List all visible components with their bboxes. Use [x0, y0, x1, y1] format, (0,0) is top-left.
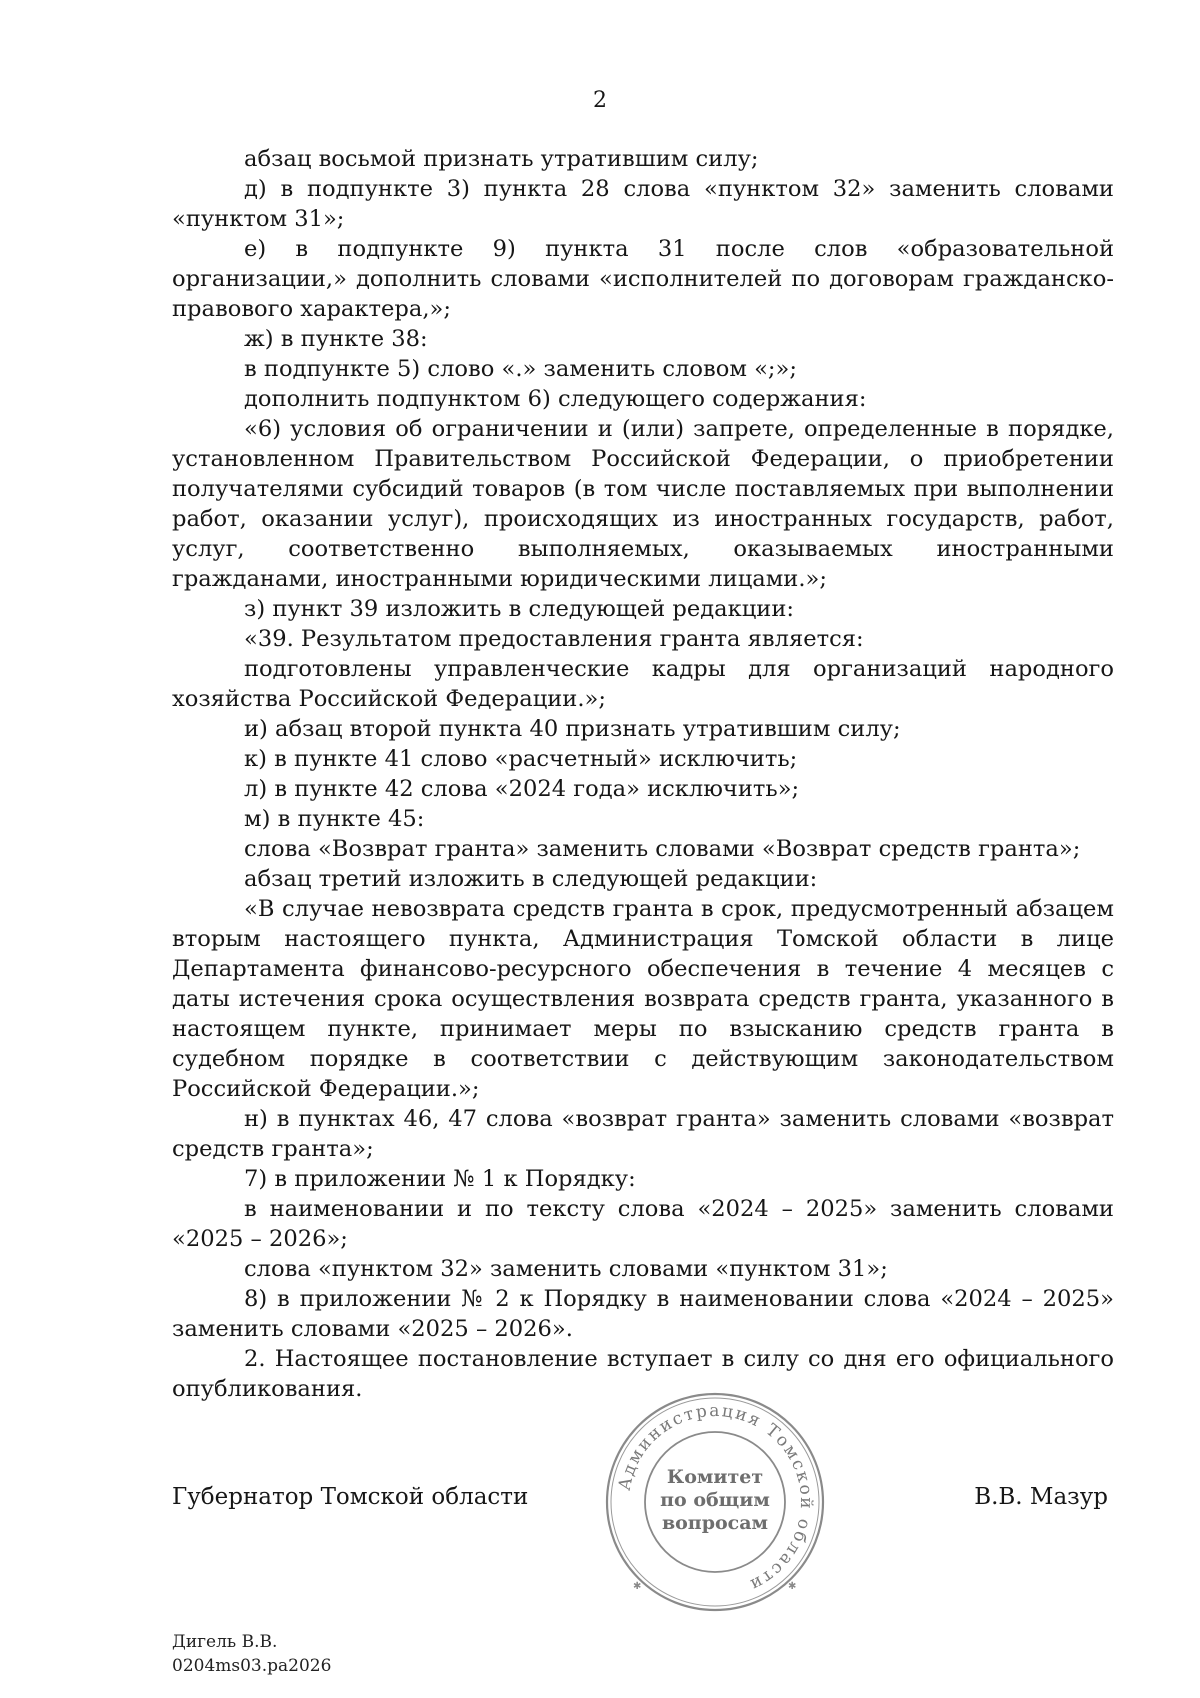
svg-text:✱: ✱	[633, 1581, 642, 1592]
paragraph: «6) условия об ограничении и (или) запрете, определенные в порядке, установленном Правительством Российской Федерации, о приобретении получателями субсидий товаров (в том числе поставляемых при выполнении работ, оказании услуг), происходящих из иностранных государств, работ, услуг, соответственно выполняемых, оказываемых иностранными гражданами, иностранными юридическими лицами.»;	[172, 416, 1114, 592]
paragraph: 7) в приложении № 1 к Порядку:	[244, 1166, 636, 1192]
executor-name: Дигель В.В.	[172, 1632, 278, 1652]
paragraph: абзац третий изложить в следующей редакции:	[244, 866, 818, 892]
paragraph: в подпункте 5) слово «.» заменить словом «;»;	[244, 356, 797, 382]
paragraph: д) в подпункте 3) пункта 28 слова «пунктом 32» заменить словами «пунктом 31»;	[172, 176, 1114, 232]
stamp-center-line: вопросам	[661, 1512, 769, 1534]
paragraph: абзац восьмой признать утратившим силу;	[244, 146, 759, 172]
paragraph: слова «пунктом 32» заменить словами «пунктом 31»;	[244, 1256, 888, 1282]
signatory-position: Губернатор Томской области	[172, 1484, 529, 1510]
paragraph: и) абзац второй пункта 40 признать утратившим силу;	[244, 716, 901, 742]
paragraph: подготовлены управленческие кадры для организаций народного хозяйства Российской Федерации.»;	[172, 656, 1114, 712]
file-code: 0204ms03.pa2026	[172, 1656, 332, 1676]
paragraph: ж) в пункте 38:	[244, 326, 428, 352]
paragraph: н) в пунктах 46, 47 слова «возврат гранта» заменить словами «возврат средств гранта»;	[172, 1106, 1114, 1162]
page-number: 2	[593, 88, 607, 113]
paragraph: слова «Возврат гранта» заменить словами «Возврат средств гранта»;	[244, 836, 1081, 862]
paragraph: л) в пункте 42 слова «2024 года» исключить»;	[244, 776, 800, 802]
stamp-center-line: по общим	[660, 1489, 770, 1511]
paragraph: в наименовании и по тексту слова «2024 – 2025» заменить словами «2025 – 2026»;	[172, 1196, 1114, 1252]
paragraph: дополнить подпунктом 6) следующего содержания:	[244, 386, 867, 412]
paragraph: 8) в приложении № 2 к Порядку в наименовании слова «2024 – 2025» заменить словами «2025 – 2026».	[172, 1286, 1114, 1342]
paragraph: «39. Результатом предоставления гранта является:	[244, 626, 864, 652]
paragraph: 2. Настоящее постановление вступает в силу со дня его официального опубликования.	[172, 1346, 1114, 1402]
document-body	[172, 144, 1114, 1404]
signature-block	[172, 1481, 1114, 1513]
paragraph: м) в пункте 45:	[244, 806, 425, 832]
stamp-center-line: Комитет	[666, 1466, 764, 1488]
paragraph: к) в пункте 41 слово «расчетный» исключить;	[244, 746, 798, 772]
document-footer	[172, 1630, 331, 1678]
signatory-name: В.В. Мазур	[974, 1484, 1108, 1510]
paragraph: з) пункт 39 изложить в следующей редакции:	[244, 596, 794, 622]
svg-text:✱: ✱	[788, 1581, 797, 1592]
paragraph: «В случае невозврата средств гранта в срок, предусмотренный абзацем вторым настоящего пункта, Администрация Томской области в лице Департамента финансово-ресурсного обеспечения в течение 4 месяцев с даты истечения срока осуществления возврата средств гранта, указанного в настоящем пункте, принимает меры по взысканию средств гранта в судебном порядке в соответствии с действующим законодательством Российской Федерации.»;	[172, 896, 1114, 1102]
stamp-ring-text: Администрация Томской области	[614, 1400, 817, 1596]
paragraph: е) в подпункте 9) пункта 31 после слов «образовательной организации,» дополнить словами «исполнителей по договорам гражданско-правового характера,»;	[172, 236, 1114, 322]
